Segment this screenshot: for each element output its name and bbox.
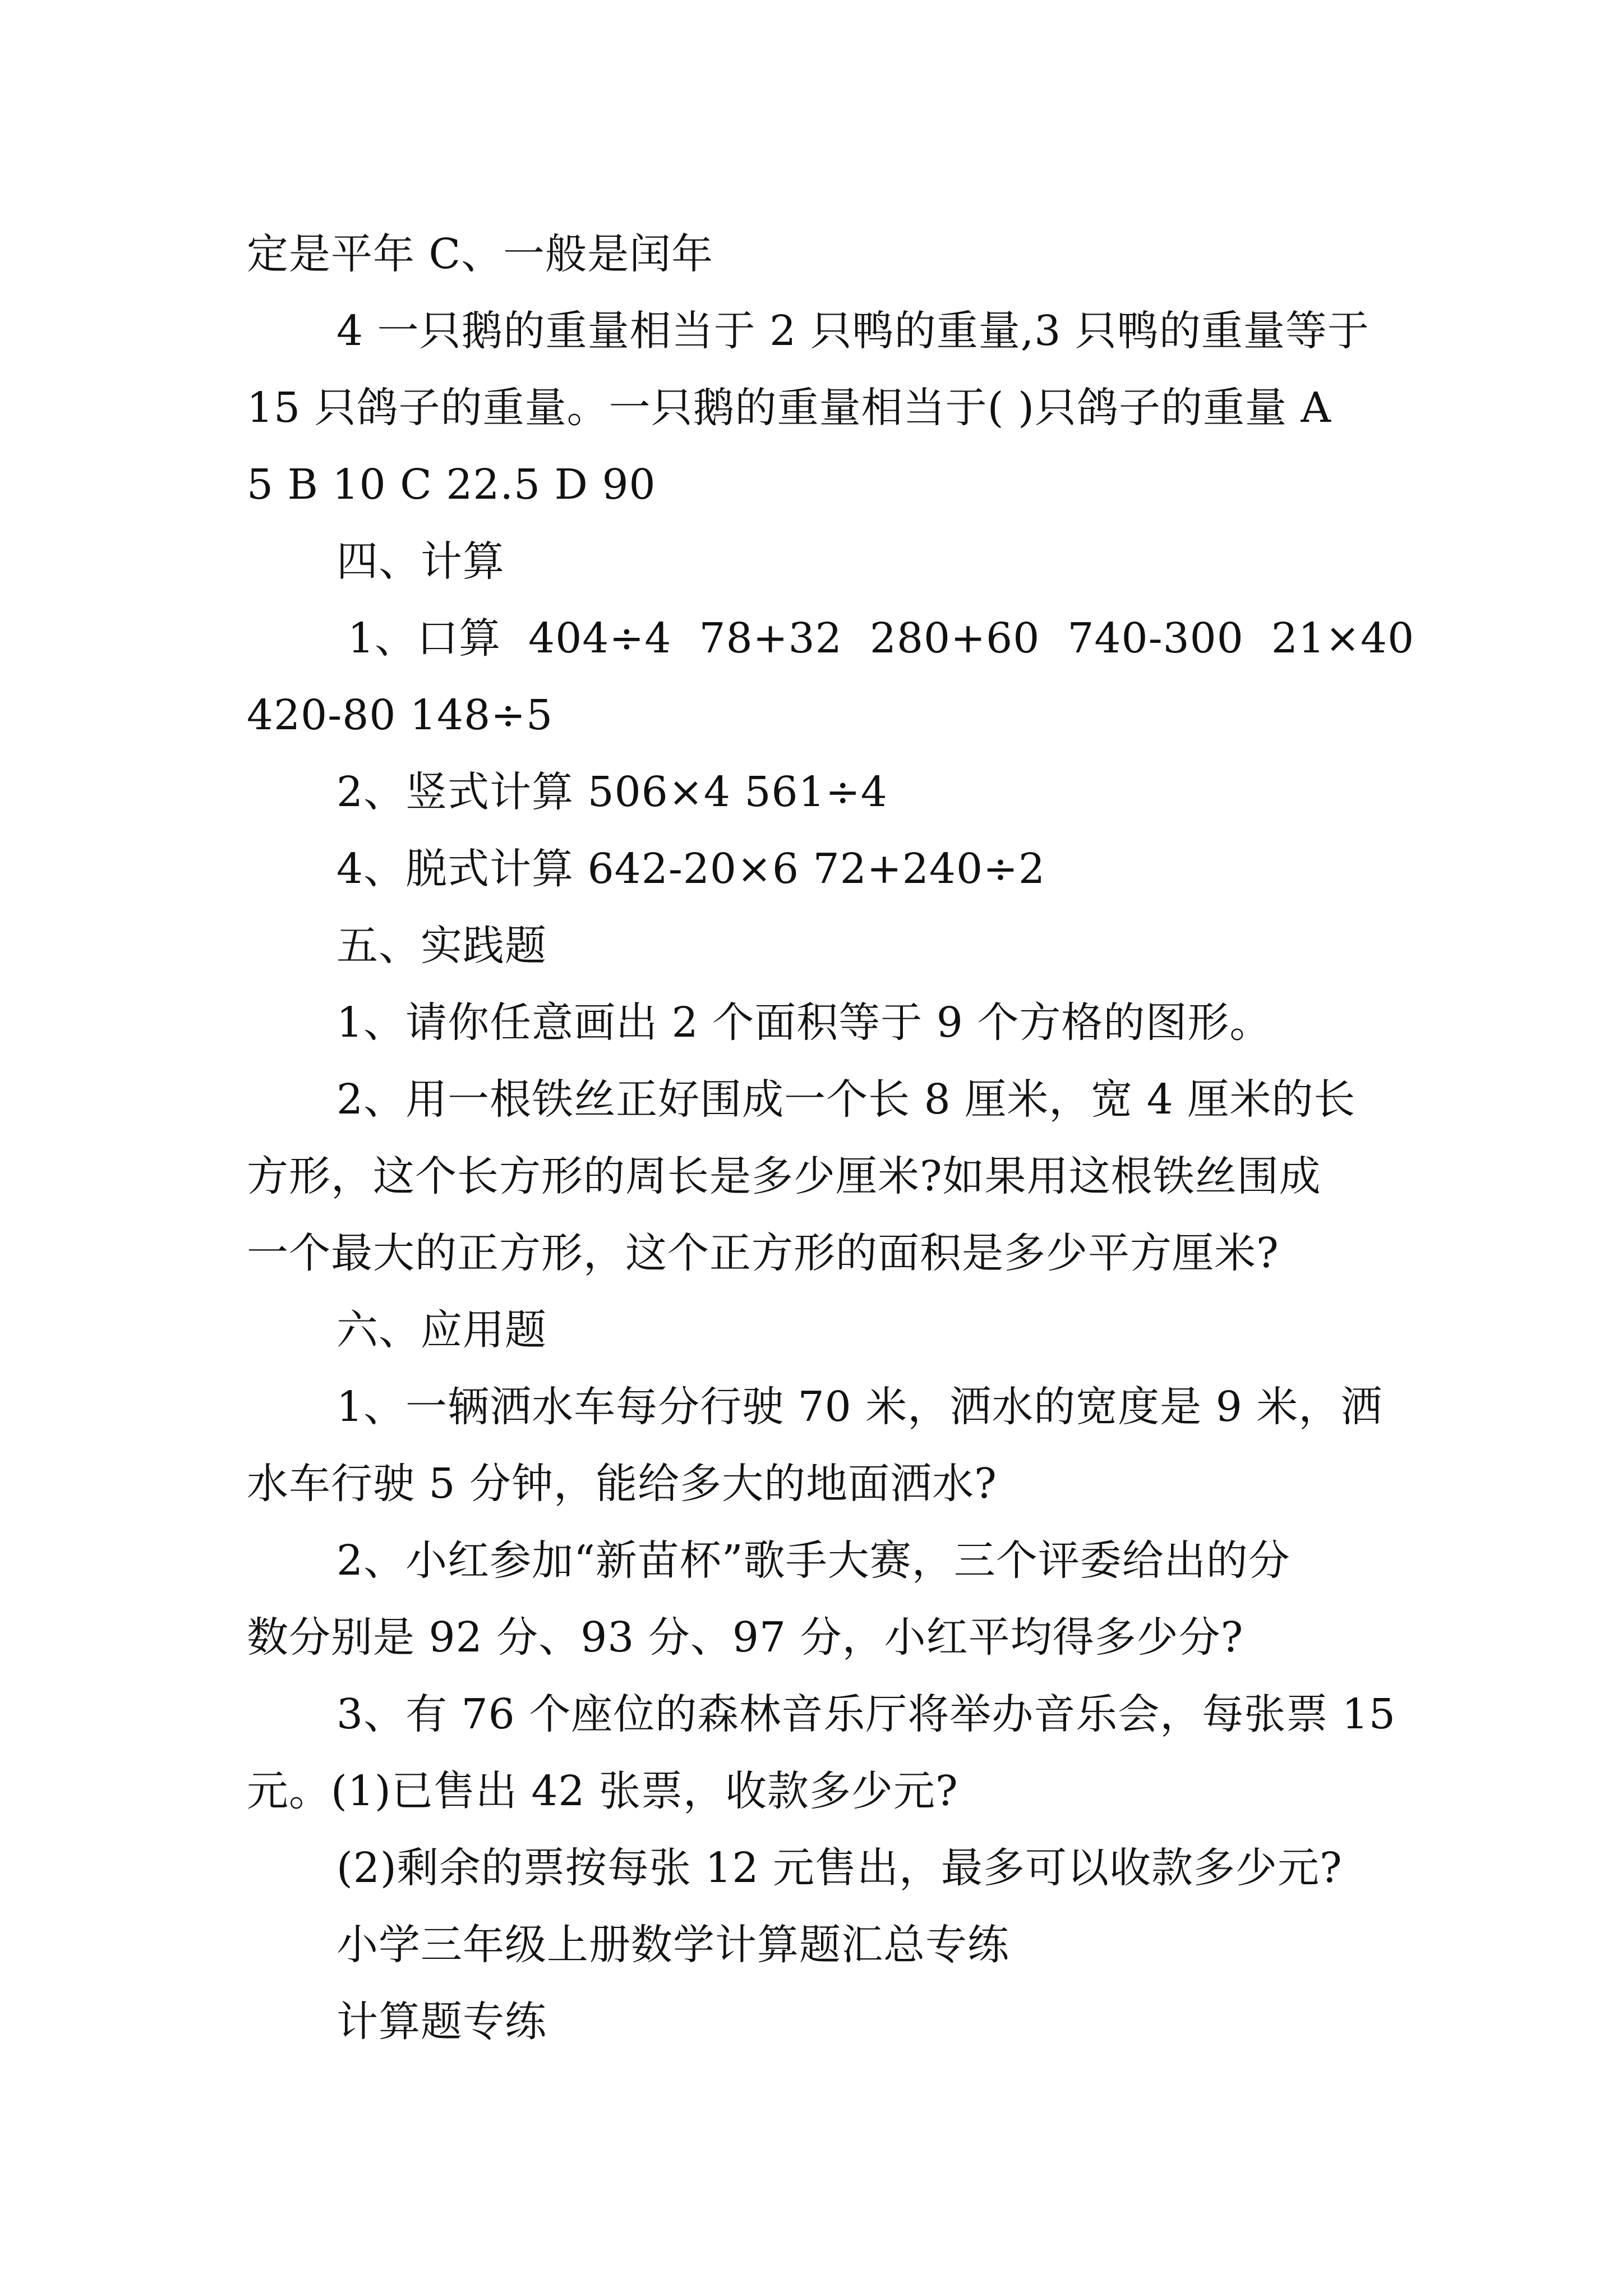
document-body: [247, 216, 1415, 2060]
text-line: 定是平年 C、一般是闰年: [247, 230, 714, 278]
section-heading-application: 六、应用题: [336, 1306, 547, 1354]
section-heading-calculation: 四、计算: [336, 537, 505, 586]
application-question-2-line-2: 数分别是 92 分、93 分、97 分，小红平均得多少分?: [247, 1613, 1244, 1662]
step-calculation-line: 4、脱式计算 642-20×6 72+240÷2: [336, 845, 1046, 893]
application-question-3-line-3: (2)剩余的票按每张 12 元售出，最多可以收款多少元?: [336, 1844, 1343, 1892]
practice-question-2-line-1: 2、用一根铁丝正好围成一个长 8 厘米，宽 4 厘米的长: [336, 1075, 1356, 1124]
application-question-2-line-1: 2、小红参加“新苗杯”歌手大赛，三个评委给出的分: [336, 1536, 1290, 1585]
application-question-3-line-2: 元。(1)已售出 42 张票，收款多少元?: [247, 1767, 958, 1815]
practice-question-2-line-3: 一个最大的正方形，这个正方形的面积是多少平方厘米?: [247, 1229, 1279, 1277]
section-heading-practice: 五、实践题: [336, 922, 547, 970]
application-question-1-line-2: 水车行驶 5 分钟，能给多大的地面洒水?: [247, 1460, 997, 1508]
question-4-options: 5 B 10 C 22.5 D 90: [247, 461, 656, 509]
question-4-line-1: 4 一只鹅的重量相当于 2 只鸭的重量,3 只鸭的重量等于: [336, 307, 1370, 355]
practice-question-1: 1、请你任意画出 2 个面积等于 9 个方格的图形。: [336, 999, 1272, 1047]
application-question-1-line-1: 1、一辆洒水车每分行驶 70 米，洒水的宽度是 9 米，洒: [336, 1383, 1383, 1431]
practice-question-2-line-2: 方形，这个长方形的周长是多少厘米?如果用这根铁丝围成: [247, 1152, 1321, 1200]
mental-math-line-2: 420-80 148÷5: [247, 691, 554, 739]
vertical-calculation-line: 2、竖式计算 506×4 561÷4: [336, 768, 888, 816]
mental-math-line-1: 1、口算 404÷4 78+32 280+60 740-300 21×40: [348, 614, 1415, 662]
section-title-summary: 小学三年级上册数学计算题汇总专练: [336, 1921, 1009, 1969]
question-4-line-2: 15 只鸽子的重量。一只鹅的重量相当于( )只鸽子的重量 A: [247, 384, 1331, 432]
application-question-3-line-1: 3、有 76 个座位的森林音乐厅将举办音乐会，每张票 15: [336, 1690, 1396, 1738]
section-title-practice: 计算题专练: [336, 1998, 547, 2046]
